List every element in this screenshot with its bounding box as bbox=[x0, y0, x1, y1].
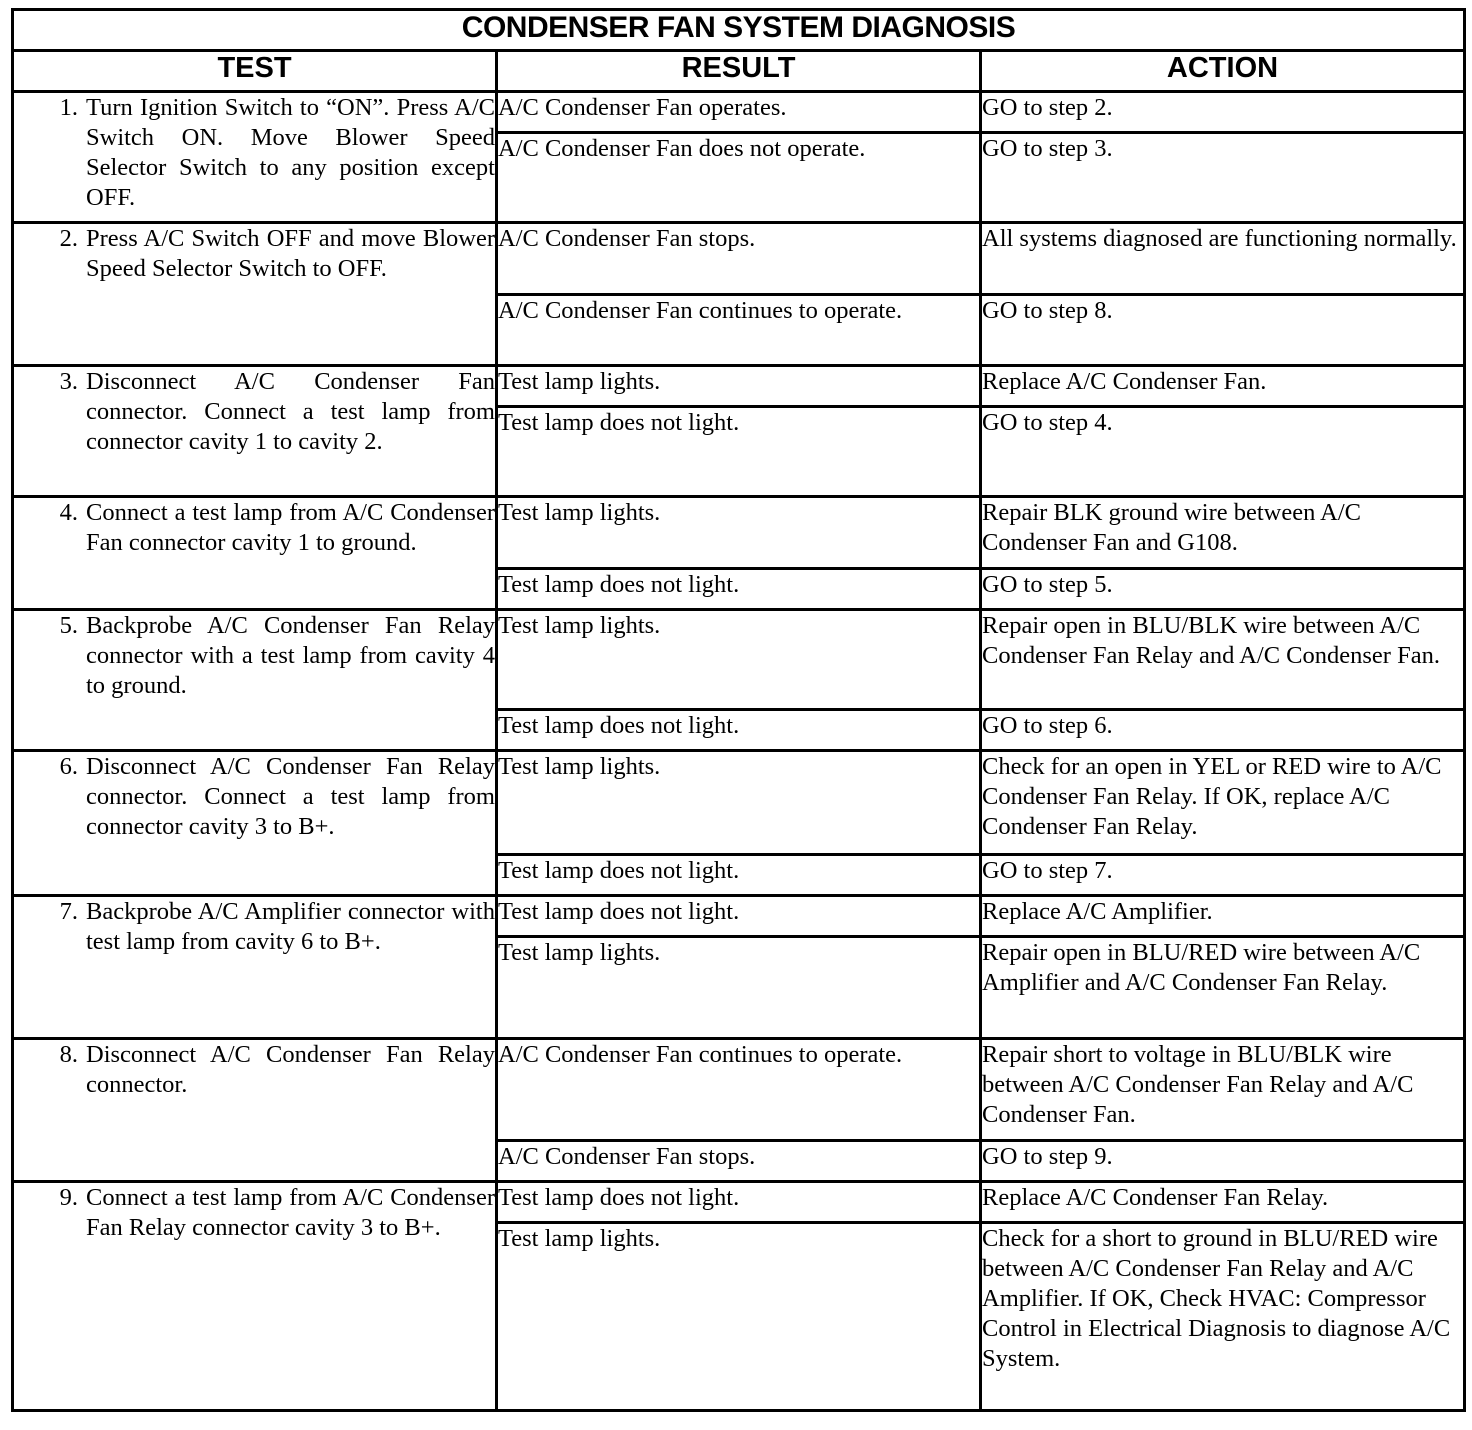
test-text: Disconnect A/C Condenser Fan connector. Connect a test lamp from connector cavity 1 to cavity 2. bbox=[86, 368, 495, 455]
result-cell: Test lamp does not light. bbox=[497, 710, 981, 751]
step-number: 5. bbox=[59, 612, 78, 639]
table-row bbox=[13, 366, 1465, 407]
column-header-action: ACTION bbox=[981, 51, 1465, 92]
result-cell: A/C Condenser Fan stops. bbox=[497, 1141, 981, 1182]
step-number: 1. bbox=[59, 94, 78, 121]
result-cell: Test lamp does not light. bbox=[497, 896, 981, 937]
action-cell: Repair open in BLU/BLK wire between A/C Condenser Fan Relay and A/C Condenser Fan. bbox=[981, 610, 1465, 710]
action-cell: All systems diagnosed are functioning normally. bbox=[981, 223, 1465, 295]
action-cell: GO to step 7. bbox=[981, 855, 1465, 896]
header-row bbox=[13, 51, 1465, 92]
test-cell bbox=[13, 92, 497, 223]
result-cell: A/C Condenser Fan continues to operate. bbox=[497, 295, 981, 366]
test-step bbox=[14, 897, 495, 957]
test-cell bbox=[13, 1039, 497, 1182]
step-number: 9. bbox=[59, 1184, 78, 1211]
action-cell: Check for a short to ground in BLU/RED wire between A/C Condenser Fan Relay and A/C Amplifier. If OK, Check HVAC: Compressor Control in Electrical Diagnosis to diagnose A/C System. bbox=[981, 1223, 1465, 1411]
test-cell bbox=[13, 1182, 497, 1411]
action-cell: GO to step 9. bbox=[981, 1141, 1465, 1182]
test-text: Disconnect A/C Condenser Fan Relay connector. bbox=[86, 1041, 495, 1098]
result-cell: Test lamp does not light. bbox=[497, 855, 981, 896]
test-cell bbox=[13, 610, 497, 751]
result-cell: Test lamp lights. bbox=[497, 937, 981, 1039]
result-cell: A/C Condenser Fan does not operate. bbox=[497, 133, 981, 223]
table-row bbox=[13, 751, 1465, 855]
test-step bbox=[14, 611, 495, 701]
test-step bbox=[14, 367, 495, 457]
action-cell: Repair open in BLU/RED wire between A/C Amplifier and A/C Condenser Fan Relay. bbox=[981, 937, 1465, 1039]
action-cell: Repair BLK ground wire between A/C Condenser Fan and G108. bbox=[981, 497, 1465, 569]
title-row bbox=[13, 10, 1465, 51]
action-cell: Check for an open in YEL or RED wire to A/C Condenser Fan Relay. If OK, replace A/C Condenser Fan Relay. bbox=[981, 751, 1465, 855]
test-text: Connect a test lamp from A/C Condenser Fan connector cavity 1 to ground. bbox=[86, 499, 495, 556]
table-row bbox=[13, 610, 1465, 710]
table-row bbox=[13, 497, 1465, 569]
result-cell: A/C Condenser Fan operates. bbox=[497, 92, 981, 133]
action-cell: GO to step 5. bbox=[981, 569, 1465, 610]
table-title: CONDENSER FAN SYSTEM DIAGNOSIS bbox=[13, 10, 1465, 51]
action-cell: Replace A/C Condenser Fan Relay. bbox=[981, 1182, 1465, 1223]
result-cell: Test lamp does not light. bbox=[497, 569, 981, 610]
column-header-test: TEST bbox=[13, 51, 497, 92]
diagnosis-table bbox=[11, 8, 1466, 1412]
test-step bbox=[14, 498, 495, 558]
step-number: 6. bbox=[59, 753, 78, 780]
column-header-result: RESULT bbox=[497, 51, 981, 92]
test-step bbox=[14, 93, 495, 213]
result-cell: A/C Condenser Fan continues to operate. bbox=[497, 1039, 981, 1141]
result-cell: Test lamp lights. bbox=[497, 610, 981, 710]
step-number: 3. bbox=[59, 368, 78, 395]
test-text: Connect a test lamp from A/C Condenser Fan Relay connector cavity 3 to B+. bbox=[86, 1184, 495, 1241]
result-cell: Test lamp lights. bbox=[497, 751, 981, 855]
test-step bbox=[14, 1183, 495, 1243]
result-cell: Test lamp lights. bbox=[497, 1223, 981, 1411]
result-cell: Test lamp lights. bbox=[497, 497, 981, 569]
result-cell: A/C Condenser Fan stops. bbox=[497, 223, 981, 295]
test-cell bbox=[13, 366, 497, 497]
result-cell: Test lamp does not light. bbox=[497, 407, 981, 497]
step-number: 4. bbox=[59, 499, 78, 526]
test-text: Press A/C Switch OFF and move Blower Speed Selector Switch to OFF. bbox=[86, 225, 495, 282]
test-text: Turn Ignition Switch to “ON”. Press A/C Switch ON. Move Blower Speed Selector Switch to any position except OFF. bbox=[86, 94, 495, 211]
action-cell: Replace A/C Amplifier. bbox=[981, 896, 1465, 937]
test-cell bbox=[13, 751, 497, 896]
action-cell: Replace A/C Condenser Fan. bbox=[981, 366, 1465, 407]
test-text: Backprobe A/C Amplifier connector with test lamp from cavity 6 to B+. bbox=[86, 898, 495, 955]
action-cell: GO to step 3. bbox=[981, 133, 1465, 223]
table-row bbox=[13, 1182, 1465, 1223]
table-body bbox=[13, 92, 1465, 1411]
action-cell: GO to step 6. bbox=[981, 710, 1465, 751]
step-number: 7. bbox=[59, 898, 78, 925]
test-cell bbox=[13, 497, 497, 610]
test-step bbox=[14, 1040, 495, 1100]
table-row bbox=[13, 1039, 1465, 1141]
action-cell: GO to step 8. bbox=[981, 295, 1465, 366]
diagnosis-sheet bbox=[11, 8, 1463, 1412]
test-step bbox=[14, 224, 495, 284]
test-cell bbox=[13, 223, 497, 366]
test-text: Disconnect A/C Condenser Fan Relay connector. Connect a test lamp from connector cavity 3 to B+. bbox=[86, 753, 495, 840]
test-cell bbox=[13, 896, 497, 1039]
table-row bbox=[13, 92, 1465, 133]
action-cell: GO to step 2. bbox=[981, 92, 1465, 133]
test-step bbox=[14, 752, 495, 842]
action-cell: GO to step 4. bbox=[981, 407, 1465, 497]
action-cell: Repair short to voltage in BLU/BLK wire between A/C Condenser Fan Relay and A/C Condenser Fan. bbox=[981, 1039, 1465, 1141]
table-row bbox=[13, 223, 1465, 295]
step-number: 8. bbox=[59, 1041, 78, 1068]
test-text: Backprobe A/C Condenser Fan Relay connector with a test lamp from cavity 4 to ground. bbox=[86, 612, 495, 699]
result-cell: Test lamp lights. bbox=[497, 366, 981, 407]
table-row bbox=[13, 896, 1465, 937]
result-cell: Test lamp does not light. bbox=[497, 1182, 981, 1223]
step-number: 2. bbox=[59, 225, 78, 252]
